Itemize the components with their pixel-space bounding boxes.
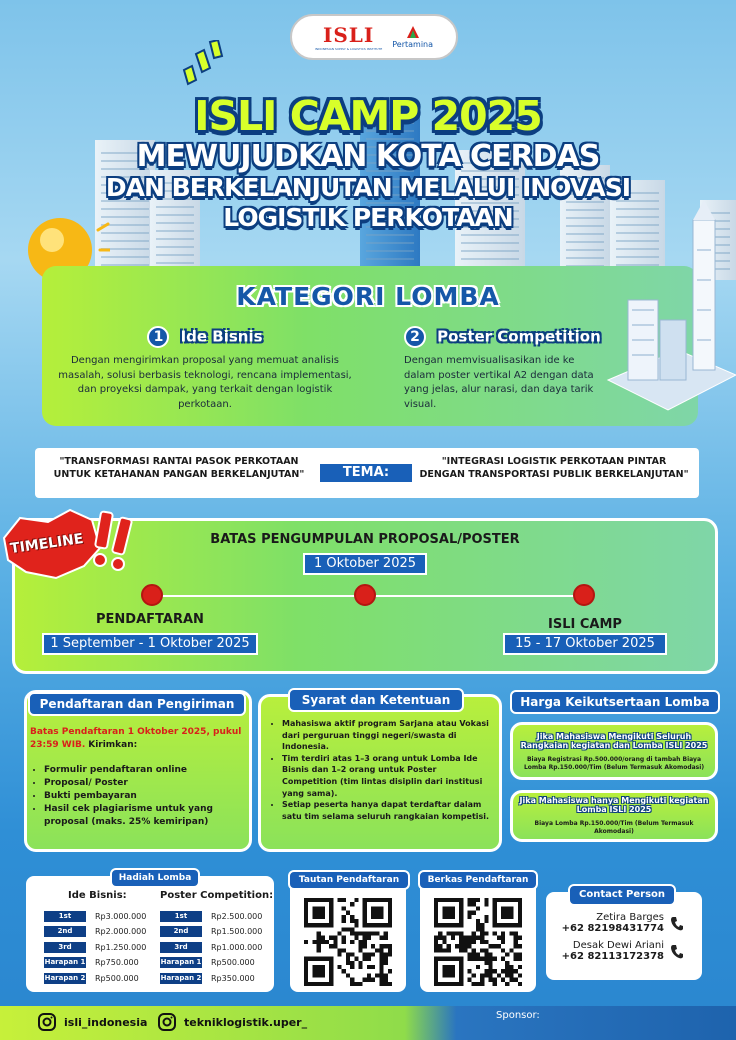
files-link-heading: Berkas Pendaftaran	[418, 870, 538, 890]
prize-rank: Harapan 2	[160, 973, 202, 982]
prize-rank: 1st	[160, 911, 202, 922]
fees-heading: Harga Keikutsertaan Lomba	[510, 690, 720, 714]
fees-full-title: Jika Mahasiswa Mengikuti Seluruh Rangkaian kegiatan dan Lomba ISLI 2025	[520, 732, 708, 751]
category-number-2: 2	[404, 326, 426, 348]
deadline-date: 1 Oktober 2025	[303, 553, 427, 575]
category-title-2: Poster Competition	[437, 327, 601, 346]
accent-strokes-icon	[178, 40, 228, 90]
timeline-badge-text: TIMELINE	[9, 530, 85, 558]
registration-list	[30, 764, 244, 829]
isli-logo-text: ISLI	[322, 23, 375, 47]
registration-qr-code[interactable]	[304, 898, 392, 986]
theme-left: "TRANSFORMASI RANTAI PASOK PERKOTAAN UNTUK KETAHANAN PANGAN BERKELANJUTAN"	[53, 456, 305, 480]
registration-send: Kirimkan:	[88, 740, 138, 751]
pertamina-logo	[392, 26, 433, 49]
registration-title: PENDAFTARAN	[96, 612, 204, 627]
prizes-heading: Hadiah Lomba	[110, 868, 200, 888]
subtitle-line-3: LOGISTIK PERKOTAAN	[223, 203, 513, 232]
prize-row-poster	[160, 910, 262, 922]
instagram-icon	[158, 1013, 176, 1031]
fees-comp-desc: Biaya Lomba Rp.150.000/Tim (Belum Termasuk Akomodasi)	[534, 820, 694, 835]
list-item: • Bukti pembayaran	[44, 790, 244, 803]
prize-rank: Harapan 1	[44, 958, 86, 966]
prize-amount: Rp2.500.000	[211, 911, 263, 921]
contact-person-1	[552, 912, 664, 934]
list-item: • Setiap peserta hanya dapat terdaftar dalam satu tim selama seluruh rangkaian kompetisi.	[282, 799, 494, 822]
prize-amount: Rp500.000	[95, 973, 139, 983]
pertamina-caption: Pertamina	[392, 39, 434, 49]
prize-amount: Rp350.000	[211, 973, 255, 983]
contact-person-2	[552, 940, 664, 962]
list-item: • Tim terdiri atas 1–3 orang untuk Lomba Ide Bisnis dan 1–2 orang untuk Poster Competition (tim lintas disiplin dari institusi yang sama).	[282, 753, 494, 799]
prize-amount: Rp1.250.000	[95, 942, 147, 952]
city-illustration-icon	[598, 200, 736, 430]
fees-full-desc: Biaya Registrasi Rp.500.000/orang di tambah Biaya Lomba Rp.150.000/Tim (Belum Termasuk Akomodasi)	[523, 756, 705, 771]
prize-amount: Rp2.000.000	[95, 927, 147, 936]
isli-logo	[315, 23, 382, 51]
camp-date: 15 - 17 Oktober 2025	[503, 633, 667, 655]
list-item: • Hasil cek plagiarisme untuk yang proposal (maks. 25% kemiripan)	[44, 803, 244, 829]
prize-row-poster	[160, 957, 255, 969]
phone-icon	[670, 944, 684, 960]
category-title-1: Ide Bisnis	[180, 327, 263, 346]
contact-name-2: Desak Dewi Ariani	[572, 940, 664, 951]
instagram-handle-2: tekniklogistik.uper_	[184, 1015, 308, 1029]
prize-amount: Rp1.000.000	[211, 942, 263, 952]
prize-rank: 2nd	[160, 926, 202, 937]
prizes-poster-title: Poster Competition:	[160, 890, 274, 901]
category-ide-bisnis	[50, 326, 360, 412]
category-number-1: 1	[147, 326, 169, 348]
prize-row-ide	[44, 972, 139, 984]
isli-logo-small: INDONESIAN SUPPLY & LOGISTICS INSTITUTE	[314, 47, 383, 51]
timeline-dot-registration	[141, 584, 163, 606]
registration-deadline: Batas Pendaftaran 1 Oktober 2025, pukul 23:59 WIB.	[30, 727, 242, 751]
prizes-ide-title: Ide Bisnis:	[68, 890, 127, 901]
logo-banner	[290, 14, 458, 60]
registration-link-heading: Tautan Pendaftaran	[288, 870, 410, 890]
instagram-icon	[38, 1013, 56, 1031]
prize-rank: 1st	[44, 911, 86, 922]
registration-body	[30, 726, 244, 829]
deadline-title: BATAS PENGUMPULAN PROPOSAL/POSTER	[210, 532, 520, 547]
instagram-link-1[interactable]	[38, 1013, 147, 1031]
prize-row-poster	[160, 972, 255, 984]
prize-rank: 3rd	[160, 942, 202, 953]
category-desc-1: Dengan mengirimkan proposal yang memuat analisis masalah, solusi berbasis teknologi, rencana implementasi, dan proyeksi dampak, yang terkait dengan logistik perkotaan.	[58, 355, 352, 410]
category-desc-2: Dengan memvisualisasikan ide ke dalam poster vertikal A2 dengan data yang jelas, alur narasi, dan daya tarik visual.	[404, 355, 594, 410]
prize-rank: 3rd	[44, 942, 86, 953]
timeline-dot-camp	[573, 584, 595, 606]
sponsor-label: Sponsor:	[496, 1010, 540, 1021]
camp-title: ISLI CAMP	[548, 617, 622, 632]
subtitle-line-2: DAN BERKELANJUTAN MELALUI INOVASI	[105, 173, 631, 202]
prize-row-ide	[44, 957, 139, 969]
prize-row-ide	[44, 910, 146, 922]
fees-comp-title: Jika Mahasiswa hanya Mengikuti kegiatan Lomba ISLI 2025	[519, 796, 709, 815]
prize-rank: Harapan 2	[44, 973, 86, 982]
instagram-link-2[interactable]	[158, 1013, 307, 1031]
phone-icon	[670, 916, 684, 932]
timeline-badge	[0, 508, 140, 584]
contact-heading: Contact Person	[568, 884, 676, 906]
prize-amount: Rp1.500.000	[211, 927, 263, 936]
prize-rank: Harapan 1	[160, 958, 202, 966]
theme-right: "INTEGRASI LOGISTIK PERKOTAAN PINTAR DENGAN TRANSPORTASI PUBLIK BERKELANJUTAN"	[419, 456, 689, 480]
theme-label: TEMA:	[318, 462, 414, 484]
contact-phone-2[interactable]: +62 82113172378	[561, 951, 664, 962]
prize-amount: Rp750.000	[95, 958, 139, 967]
pertamina-icon	[405, 26, 421, 40]
terms-heading: Syarat dan Ketentuan	[288, 688, 464, 712]
instagram-handle-1: isli_indonesia	[64, 1015, 148, 1029]
prize-row-ide	[44, 941, 146, 953]
registration-heading: Pendaftaran dan Pengiriman	[28, 692, 246, 716]
prize-row-poster	[160, 941, 262, 953]
list-item: • Formulir pendaftaran online	[44, 764, 244, 777]
prize-amount: Rp3.000.000	[95, 911, 147, 921]
list-item: • Mahasiswa aktif program Sarjana atau Vokasi dari perguruan tinggi negeri/swasta di Indonesia.	[282, 718, 494, 753]
subtitle-line-1: MEWUJUDKAN KOTA CERDAS	[136, 139, 600, 174]
prize-row-poster	[160, 926, 262, 938]
contact-phone-1[interactable]: +62 82198431774	[561, 923, 664, 934]
prize-rank: 2nd	[44, 926, 86, 937]
registration-date: 1 September - 1 Oktober 2025	[42, 633, 258, 655]
categories-heading: KATEGORI LOMBA	[236, 282, 500, 311]
contact-name-1: Zetira Barges	[596, 912, 664, 923]
prize-amount: Rp500.000	[211, 958, 255, 967]
timeline-dot-deadline	[354, 584, 376, 606]
list-item: • Proposal/ Poster	[44, 777, 244, 790]
files-qr-code[interactable]	[434, 898, 522, 986]
terms-list	[268, 718, 494, 822]
prize-row-ide	[44, 926, 146, 938]
page-title: ISLI CAMP 2025	[194, 92, 542, 140]
